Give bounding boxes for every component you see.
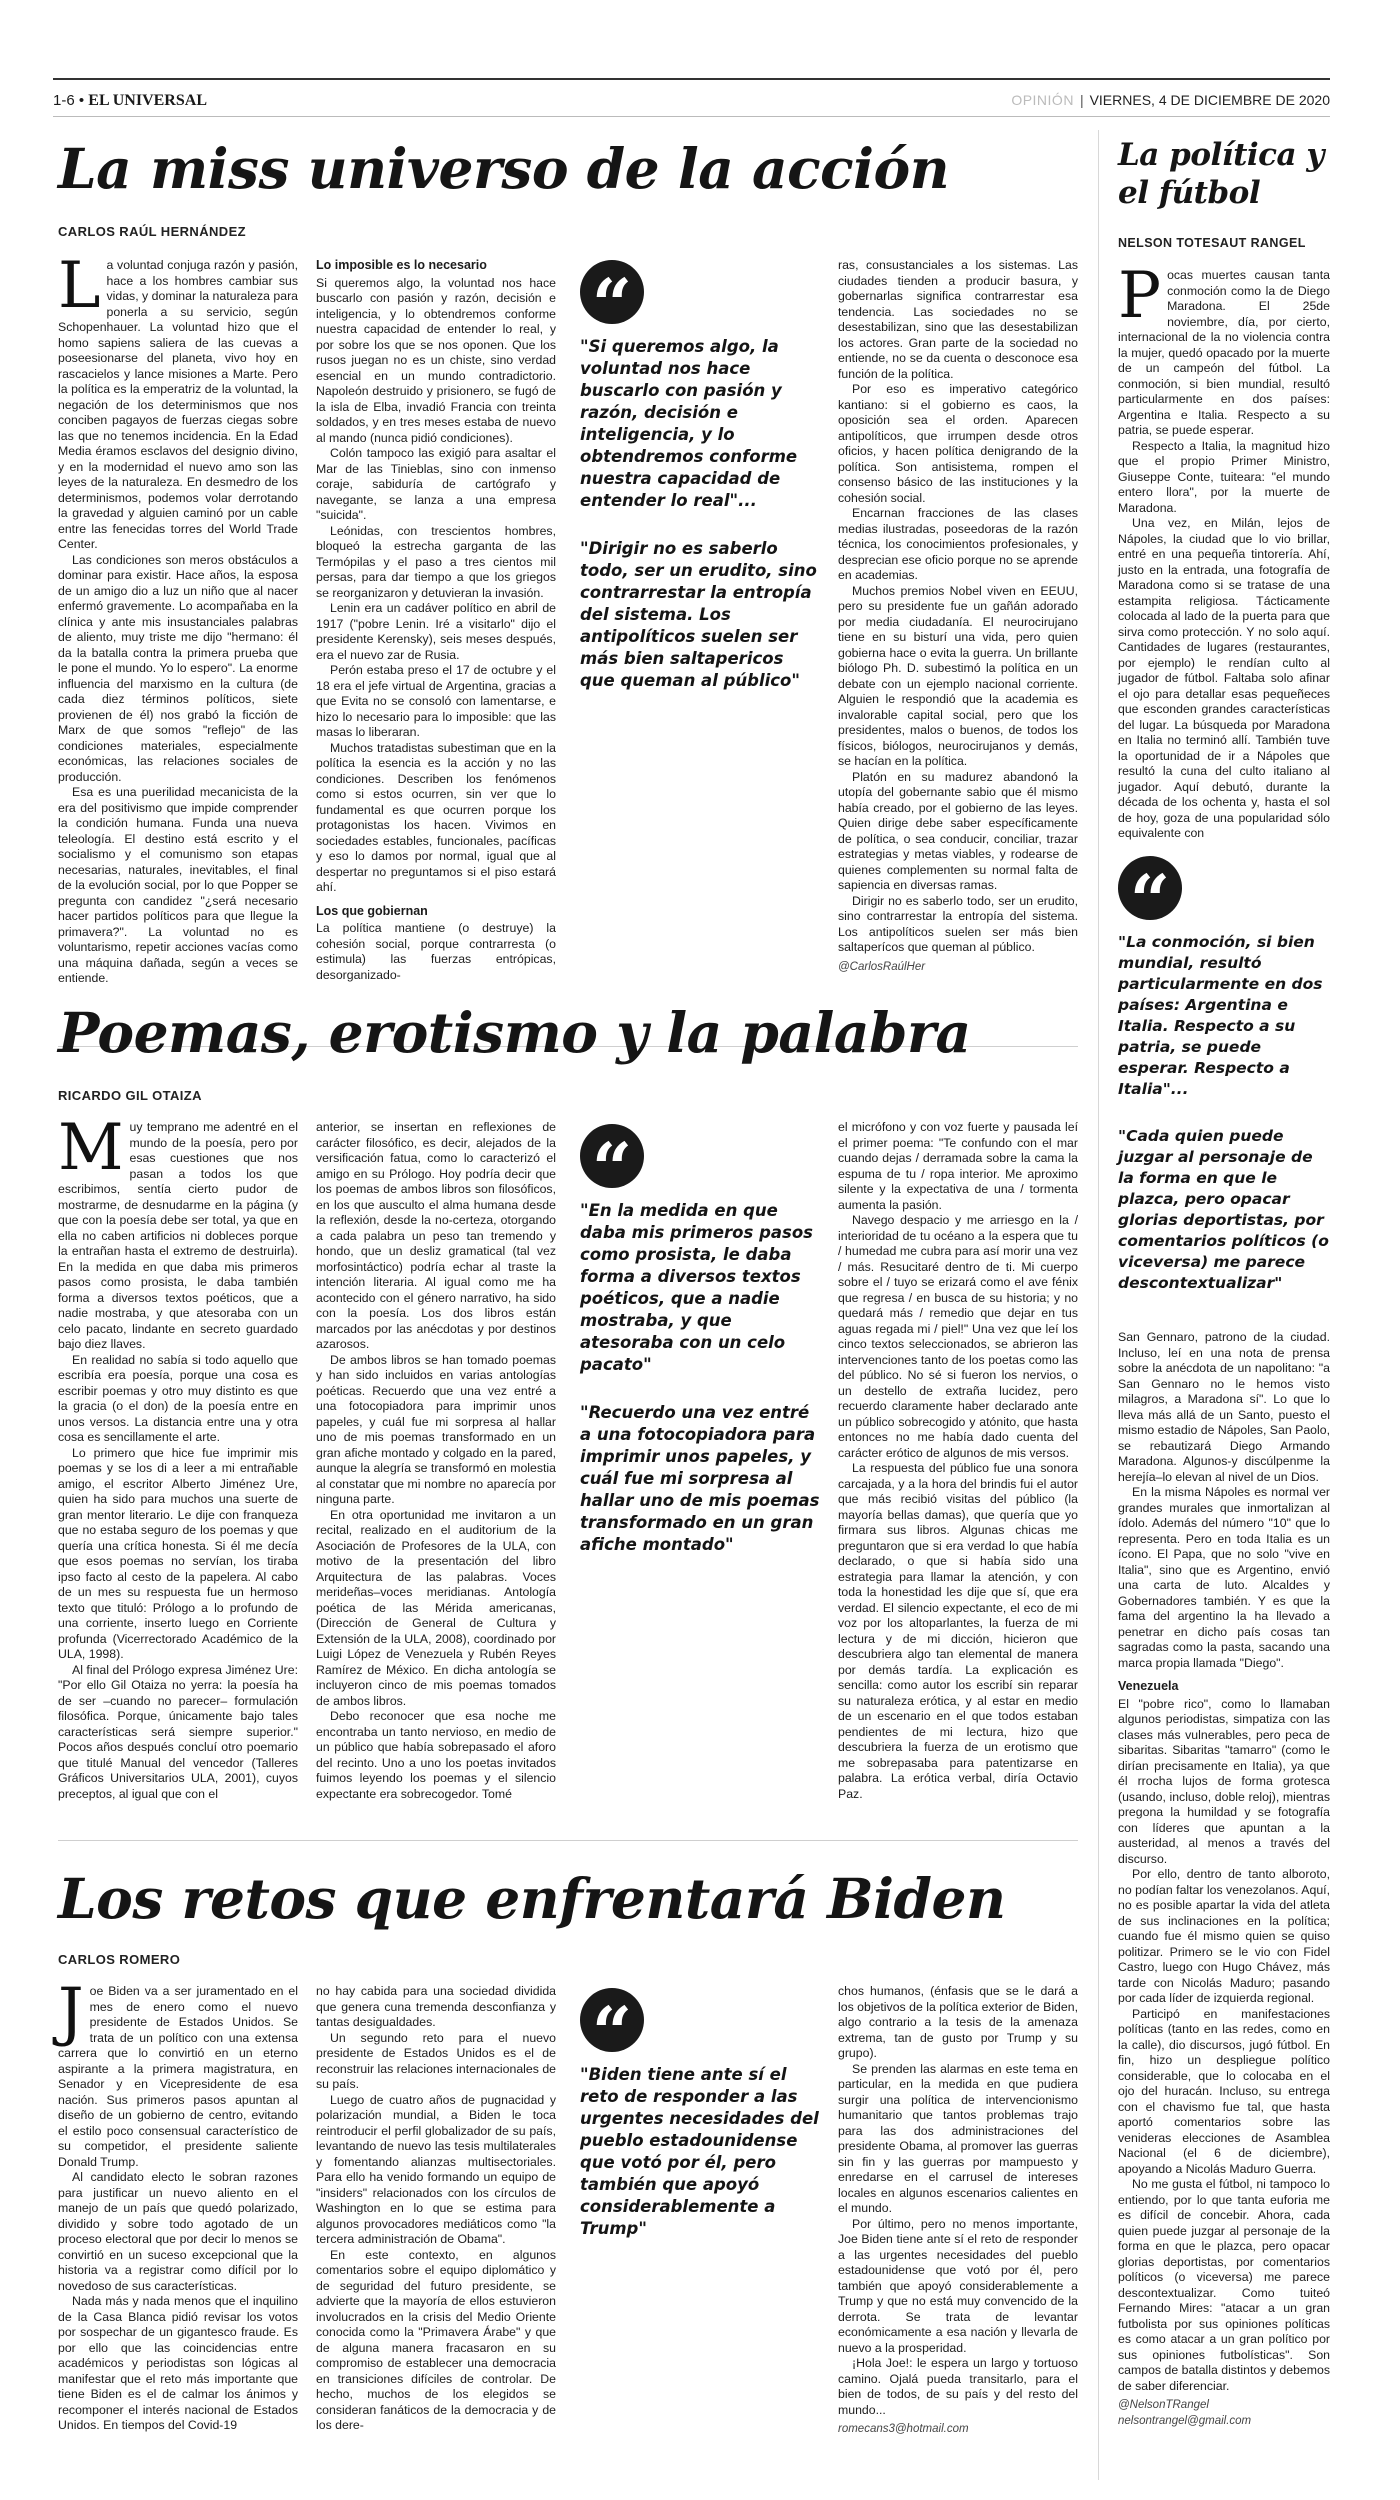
paragraph: ras, consustanciales a los sistemas. Las ciudades tienden a producir basura, y gobernarlas significa contrarrestar esa tendencia. Las sociedades no se desestabilizan, sino que las desestabilizan los actores. Gran parte de la sociedad no entiende, no se da cuenta o desconoce esa función de la política. xyxy=(838,258,1078,381)
pullquote: "Cada quien puede juzgar al personaje de la forma en que le plazca, pero opacar glorias deportistas, por comentarios políticos (o viceversa) me parece descontextualizar" xyxy=(1118,1126,1329,1292)
paragraph: Las condiciones son meros obstáculos a dominar para existir. Hace años, la esposa de un amigo dio a luz un niño que al nacer enfermó gravemente. Lo acompañaba en la clínica y ante mis insustanciales palabras de aliento, muy triste me dijo "hermano: él da la batalla contra la primera prueba que le pone el mundo. Yo lo espero". La enorme influencia del marxismo en la cultura (de cada diez términos políticos, siete provienen de él) nos grabó la ficción de Marx de que somos "reflejo" de las condiciones materiales, especialmente económicas, las relaciones sociales de producción. xyxy=(58,552,298,784)
pullquote: "Recuerdo una vez entré a una fotocopiadora para imprimir unos papeles, y cuál fue mi sorpresa al hallar uno de mis poemas transformado en un gran afiche montado" xyxy=(580,1403,820,1554)
sidebar-divider xyxy=(1098,130,1099,2480)
article2-column-1 xyxy=(58,1111,298,1820)
paragraph: Al candidato electo le sobran razones para justificar un nuevo aliento en el manejo de un país que quedó polarizado, dividido y sobre todo agotado de un proceso electoral que por decir lo menos se convirtió en un suceso excepcional que la historia va a registrar como difícil por lo novedoso de sus características. xyxy=(58,2170,298,2293)
article3-column-4 xyxy=(838,1984,1078,2484)
author-email: nelsontrangel@gmail.com xyxy=(1118,2414,1252,2427)
newspaper-name: EL UNIVERSAL xyxy=(88,92,207,109)
pullquote: "Si queremos algo, la voluntad nos hace buscarlo con pasión y razón, decisión e inteligencia, y lo obtendremos conforme nuestra capacidad de entender lo real"... xyxy=(580,337,798,510)
article3-author: CARLOS ROMERO xyxy=(58,1952,181,1967)
author-handle: @NelsonTRangel xyxy=(1118,2399,1209,2411)
paragraph: Luego de cuatro años de pugnacidad y polarización mundial, a Biden le toca reintroducir el perfil globalizador de su país, levantando de nuevo las tesis multilaterales y fomentando alianzas multisectoriales. Para ello ha venido formando un equipo de "insiders" relacionados con los círculos de Washington en lo que se estima para algunos provocadores mediáticos como "la tercera administración de Obama". xyxy=(316,2092,556,2246)
article2-column-2 xyxy=(316,1120,556,1820)
paragraph: el micrófono y con voz fuerte y pausada leí el primer poema: "Te confundo con el mar cuando dejas / derramada sobre la cama la espuma de tu / ropa interior. Me aproximo silente y la expectativa de una / tormenta aumenta la pasión. xyxy=(838,1120,1078,1212)
paragraph: Navego despacio y me arriesgo en la / interioridad de tu océano a la espera que tu / humedad me cubra para así morir una vez / más. Resucitaré dentro de ti. Mi cuerpo sobre el / tuyo se erizará como el ave fénix que regresa / en busca de su historia; y no quedará más / remedio que dejar en tus aguas regada mi / piel!" Una vez que leí los cinco textos seleccionados, se abrieron las intervenciones tanto de los poetas como las del público. No sé si fueron los nervios, o un destello de extraña lucidez, pero recuerdo claramente haber declarado ante un público sobrecogido y atónito, que hasta entonces no me había dado cuenta del carácter erótico de algunos de mis versos. xyxy=(838,1213,1078,1460)
section-divider xyxy=(58,1840,1078,1841)
paragraph: Muchos tratadistas subestiman que en la política la esencia es la acción y no las condiciones. Describen los fenómenos como si estos ocurren, sin ver que lo fundamental es que ocurren porque los protagonistas los hacen. Vivimos en sociedades estables, funcionales, pacíficas y eso lo damos por normal, igual que al despertar no preguntamos si el piso estará ahí. xyxy=(316,740,556,894)
header-right: OPINIÓN | VIERNES, 4 DE DICIEMBRE DE 2020 xyxy=(1011,92,1330,108)
paragraph: oe Biden va a ser juramentado en el mes de enero como el nuevo presidente de Estados Unidos. Se trata de un político con una extensa carrera que lo convirtió en un eterno aspirante a la primera magistratura, en Senador y en Vicepresidente de esa nación. Sus primeros pasos apuntan al diseño de un gobierno de centro, evitando el estilo poco consensual característico de su competidor, el presidente saliente Donald Trump. xyxy=(58,1984,298,2169)
paragraph: En la misma Nápoles es normal ver grandes murales que inmortalizan al ídolo. Además del número "10" que lo representa. Pero en toda Italia es un ícono. El Papa, que no solo "vive en Italia", sino que es Argentino, envió una carta de luto. Alcaldes y Gobernadores también. Y es que la fama del argentino la ha llevado a penetrar en dicho país cosas tan sagradas como la pasta, sacando una marca propia llamada "Diego". xyxy=(1118,1485,1330,1670)
paragraph: Encarnan fracciones de las clases medias ilustradas, poseedoras de la razón técnica, los conocimientos profesionales, y desprecian ese oficio porque no se aprende en academias. xyxy=(838,506,1078,582)
paragraph: Se prenden las alarmas en este tema en particular, en la medida en que pudiera surgir una política de intervencionismo humanitario que tantos problemas trajo para las dos administraciones del presidente Obama, al promover las guerras sin fin y las guerras por mampuesto y enredarse en el carrusel de intereses locales en algunos escenarios calientes en el mundo. xyxy=(838,2061,1078,2215)
pullquote: "En la medida en que daba mis primeros pasos como prosista, le daba forma a diversos textos poéticos, que a nadie mostraba, y que atesoraba con un celo pacato" xyxy=(580,1201,813,1374)
paragraph: a voluntad conjuga razón y pasión, hace a los hombres cambiar sus vidas, y dominar la naturaleza para ponerla a su servicio, según Schopenhauer. La voluntad hizo que el homo sapiens saliera de las cuevas a poseesionarse del planeta, vivo hoy en rascacielos y lance misiones a Marte. Pero la política es la emperatriz de la voluntad, la negación de los determinismos que nos conciben pagayos de fuerzas ciegas sobre las que no tenemos incidencia. En la Edad Media éramos esclavos del designio divino, y en la modernidad el nuevo amo son las leyes de la naturaleza. En desmedro de los determinismos, podemos volar derrotando la gravedad y alguien caminó por un cable entre las fenecidas torres del World Trade Center. xyxy=(58,258,298,551)
article1-column-2 xyxy=(316,258,556,1038)
pullquote: "La conmoción, si bien mundial, resultó particularmente en dos países: Argentina e Italia. Respecto a su patria, se puede esperar. Respecto a Italia"... xyxy=(1118,932,1323,1098)
paragraph: Por eso es imperativo categórico kantiano: si el gobierno es caos, la oposición sea el orden. Aparecen antipolíticos, que irrumpen desde otros oficios, y hacen política denigrando de la política. Son antisistema, rompen el consenso básico de las instituciones y la cohesión social. xyxy=(838,382,1078,505)
article1-column-4 xyxy=(838,258,1078,1038)
paragraph: Respecto a Italia, la magnitud hizo que el propio Primer Ministro, Giuseppe Conte, tuiteara: "el mundo entero llora", por la muerte de Maradona. xyxy=(1118,438,1330,515)
paragraph: uy temprano me adentré en el mundo de la poesía, pero por esas cuestiones que nos pasan a todos los que escribimos, sentía cierto pudor de mostrarme, de desnudarme en la página (y que con la poesía debe ser total, ya que en ella no caben artificios ni dobleces porque la entrañan hasta el extremo de destruirla). En la medida en que daba mis primeros pasos como prosista, le daba también forma a diversos textos poéticos, que a nadie mostraba, y que atesoraba con un celo pacato, lindante en secreto guardado bajo diez llaves. xyxy=(58,1120,298,1351)
article1-title: La miss universo de la acción xyxy=(58,136,950,201)
article1-author: CARLOS RAÚL HERNÁNDEZ xyxy=(58,224,246,239)
sidebar-title: La política y el fútbol xyxy=(1118,137,1324,211)
paragraph: San Gennaro, patrono de la ciudad. Incluso, leí en una nota de prensa sobre la anécdota de un napolitano: "a San Gennaro no le hemos visto milagros, a Maradona sí". Lo que lo lleva más allá de un Santo, puesto el mismo estadio de Nápoles, San Paolo, se rebautizará Diego Armando Maradona. Algunos-y discúlpenme la herejía–lo elevan al nivel de un Dios. xyxy=(1118,1330,1330,1484)
header-left: 1-6 • EL UNIVERSAL xyxy=(53,92,207,109)
paragraph: Al final del Prólogo expresa Jiménez Ure: "Por ello Gil Otaiza no yerra: la poesía ha de ser –cuando no parecer– formulación filosófica. Porque, únicamente bajo tales características será siempre superior." Pocos años después concluí otro poemario que titulé Manual del vencedor (Talleres Gráficos Universitarios ULA, 2001), cuyos preceptos, al igual que con el xyxy=(58,1662,298,1801)
paragraph: anterior, se insertan en reflexiones de carácter filosófico, es decir, alejados de la versificación fatua, como lo caracterizó el amigo en su Prólogo. Hoy podría decir que los poemas de ambos libros son filosóficos, en los que ausculto el alma humana desde la reflexión, desde la no-certeza, otorgando a cada palabra un peso tan tremendo y hondo, que un desliz gramatical (tal vez morfosintáctico) podría echar al traste la intención literaria. Al igual como me ha acontecido con el género narrativo, ha sido con la poesía. Los dos libros están marcados por las anécdotas y por destinos azarosos. xyxy=(316,1120,556,1351)
author-handle: @CarlosRaúlHer xyxy=(838,960,926,973)
paragraph: Una vez, en Milán, lejos de Nápoles, la ciudad que lo vio brillar, entré en una pequeña tintorería. Ahí, justo en la entrada, una fotografía de Maradona como si se tratase de una estampita religiosa. Tácticamente colocada al lado de la puerta para que sirva como protección. Y no solo aquí. Cantidades de lugares (restaurantes, por ejemplo) le rendían culto al jugador de fútbol. Faltaba solo afinar el ojo para detallar esas pequeñeces que esconden grandes características del lugar. La búsqueda por Maradona en Italia no terminó allí. También tuve la oportunidad de ir a Nápoles que resultó la cuna del culto italiano al jugador. Aquí debutó, durante la década de los ochenta y, hasta el sol de hoy, goza de una popularidad sólo equivalente con xyxy=(1118,516,1330,840)
quote-mark-icon: “ xyxy=(580,260,644,324)
article2-title: Poemas, erotismo y la palabra xyxy=(58,1000,971,1065)
paragraph: Participó en manifestaciones políticas (tanto en las redes, como en la calle), dio discursos, jugó fútbol. En fin, hizo un despliegue político considerable, que lo colocaba en el ojo del huracán. Incluso, su entrega con el chavismo fue tal, que hasta aportó comentarios sobre las venideras elecciones de Asamblea Nacional (el 6 de diciembre), apoyando a Nicolás Maduro Guerra. xyxy=(1118,2006,1330,2176)
sidebar-column-bottom xyxy=(1118,1330,1330,2485)
sidebar-column-top xyxy=(1118,259,1330,1292)
paragraph: El "pobre rico", como lo llamaban algunos periodistas, simpatiza con las clases más vulnerables, pero peca de sibaritas. Sibaritas "tamarro" (como le dirían precisamente en Italia), ya que él rrocha lujos de forma grotesca (usando, incluso, doble reloj), mientras pregona la humildad y se fotografía con líderes que apuntan a la austeridad, al menos a través del discurso. xyxy=(1118,1696,1330,1866)
article2-dropcap: M xyxy=(58,1111,124,1185)
paragraph: La política mantiene (o destruye) la cohesión social, porque contrarresta (o estimula) las fuerzas entrópicas, desorganizado- xyxy=(316,921,556,982)
article1-dropcap: L xyxy=(58,249,101,323)
paragraph: Por ello, dentro de tanto alboroto, no podían faltar los venezolanos. Aquí, no es posible apartar la vida del atleta de sus inclinaciones en la política; cuando fue él mismo quien se quiso politizar. Primero se le vio con Fidel Castro, luego con Hugo Chávez, más tarde con Nicolás Maduro; pasando por cada líder de izquierda regional. xyxy=(1118,1867,1330,2005)
quote-mark-icon: “ xyxy=(580,1988,644,2052)
pullquote: "Dirigir no es saberlo todo, ser un erudito, sino contrarrestar la entropía del sistema. Los antipolíticos suelen ser más bien saltapericos que queman al público" xyxy=(580,539,817,690)
paragraph: De ambos libros se han tomado poemas y han sido incluidos en varias antologías poéticas. Recuerdo que una vez entré a una fotocopiadora para imprimir unos papeles, y cuál fue mi sorpresa al hallar uno de mis poemas transformado en un gran afiche montado y colgado en la pared, aunque la alegría se transformó en molestia al constatar que mi nombre no aparecía por ninguna parte. xyxy=(316,1352,556,1506)
header-rule xyxy=(53,116,1330,117)
paragraph: Por último, pero no menos importante, Joe Biden tiene ante sí el reto de responder a las urgentes necesidades del pueblo estadounidense que votó por él, pero también que apoyó considerablemente a Trump y que no está muy convencido de la derrota. Se trata de levantar económicamente a esa nación y llevarla de nuevo a la prosperidad. xyxy=(838,2216,1078,2355)
article2-author: RICARDO GIL OTAIZA xyxy=(58,1088,202,1103)
paragraph: ocas muertes causan tanta conmoción como la de Diego Maradona. El 25de noviembre, día, por cierto, internacional de la no violencia contra la mujer, quedó opacado por la muerte de un campeón del fútbol. La conmoción, si bien mundial, resultó particularmente en dos países: Argentina e Italia. Respecto a su patria, se puede esperar. xyxy=(1118,268,1330,437)
paragraph: Platón en su madurez abandonó la utopía del gobernante sabio que él mismo había creado, por el gobierno de las leyes. Quien dirige debe saber específicamente de política, o sea conducir, conciliar, trazar estrategias y metas viables, y rodearse de quienes complementen su normal falta de sapiencia en diversas ramas. xyxy=(838,769,1078,892)
paragraph: Esa es una puerilidad mecanicista de la era del positivismo que impide comprender la condición humana. Funda una nueva teleología. El destino está escrito y el socialismo y el comunismo son etapas necesarias, naturales, inevitables, el final de la evolución social, por lo que Popper se pregunta con candidez "¿será necesario hacer partidos políticos para que llegue la primavera?". La voluntad no es voluntarismo, repetir acciones vacías como una máquina dañada, según a veces se entiende. xyxy=(58,785,298,985)
sidebar-author: NELSON TOTESAUT RANGEL xyxy=(1118,236,1306,250)
paragraph: Lo primero que hice fue imprimir mis poemas y se los di a leer a mi entrañable amigo, el escritor Alberto Jiménez Ure, quien ha sido para muchos una suerte de gran mentor literario. Le dije con franqueza que no estaba seguro de los poemas y que quería una crítica honesta. Si él me decía que esos poemas no servían, los tiraba ipso facto al cesto de la papelera. Al cabo de un mes su respuesta fue un hermoso texto que tituló: Prólogo a lo profundo de una corriente, inserto luego en Corriente profunda (Vicerrectorado Académico de la ULA, 1998). xyxy=(58,1445,298,1661)
paragraph: La respuesta del público fue una sonora carcajada, y a la hora del brindis fui el autor que más recibió visitas del público (la mayoría bellas damas), que quería que yo firmara sus libros. Algunas chicas me preguntaron que si era verdad lo que había declarado, o que si había sido una estrategia para llamar la atención, y con toda la honestidad les dije que sí, que era verdad. El silencio expectante, el eco de mi voz por los altoparlantes, la fuerza de mi lectura y de mi dicción, hicieron que descubriera algo tan elemental de manera por demás tardía. La explicación es sencilla: como autor los escribí sin reparar su naturaleza erótica, y al estar en medio de un escenario en el que todos estaban pendientes de mi lectura, hizo que descubriera la fuerza de un erotismo que me sobrepasaba para patentizarse en palabra. La erótica verbal, diría Octavio Paz. xyxy=(838,1461,1078,1801)
sidebar-dropcap: P xyxy=(1118,259,1162,333)
paragraph: chos humanos, (énfasis que se le dará a los objetivos de la política exterior de Biden, algo contrario a la tesis de la amenaza extrema, tan de gusto por Trump y su grupo). xyxy=(838,1984,1078,2060)
paragraph: Leónidas, con trescientos hombres, bloqueó la estrecha garganta de las Termópilas y el paso a tres cientos mil persas, para dar tiempo a que los griegos se reorganizaron y detuvieran la invasión. xyxy=(316,523,556,600)
article1-column-1 xyxy=(58,249,298,1038)
paragraph: Un segundo reto para el nuevo presidente de Estados Unidos es el de reconstruir las relaciones internacionales de su país. xyxy=(316,2030,556,2091)
subheading: Venezuela xyxy=(1118,1679,1179,1693)
paragraph: Nada más y nada menos que el inquilino de la Casa Blanca pidió revisar los votos por sospechar de un gigantesco fraude. Es por ello que las coincidencias entre académicos y periodistas son lógicas al manifestar que el reto más importante que tiene Biden es el de calmar los ánimos y recomponer el interés nacional de Estados Unidos. En tiempos del Covid-19 xyxy=(58,2294,298,2432)
article2-column-4 xyxy=(838,1120,1078,1820)
page-header xyxy=(53,78,1330,114)
paragraph: ¡Hola Joe!: le espera un largo y tortuoso camino. Ojalá pueda transitarlo, para el bien de todos, de su país y del resto del mundo... xyxy=(838,2356,1078,2417)
subheading: Los que gobiernan xyxy=(316,903,428,918)
paragraph: No me gusta el fútbol, ni tampoco lo entiendo, por lo que tanta euforia me es difícil de concebir. Ahora, cada quien puede juzgar al personaje de la forma en que le plazca, pero opacar glorias deportistas, por comentarios políticos (o viceversa) me parece descontextualizar. Como tuiteó Fernando Mires: "atacar a un gran futbolista por sus opiniones políticas es como atacar a un gran político por sus opiniones futbolísticas". Son campos de batalla distintos y debemos de saber diferenciar. xyxy=(1118,2177,1330,2393)
article3-column-2 xyxy=(316,1984,556,2484)
paragraph: En realidad no sabía si todo aquello que escribía era poesía, porque una cosa es escribir poemas y otro muy distinto es que la gracia (o el don) de la poesía entre en unos versos. La distancia entre una y otra cosa es sencillamente el arte. xyxy=(58,1352,298,1444)
quote-mark-icon: “ xyxy=(580,1124,644,1188)
paragraph: Dirigir no es saberlo todo, ser un erudito, sino contrarrestar la entropía del sistema. Los antipolíticos suelen ser más bien saltaperícos que queman al público. xyxy=(838,893,1078,954)
paragraph: En este contexto, en algunos comentarios sobre el equipo diplomático y de seguridad del futuro presidente, se advierte que la mayoría de ellos estuvieron involucrados en la crisis del Medio Oriente conocida como la "Primavera Árabe" y que de alguna manera fracasaron en su compromiso de establecer una democracia en transiciones difíciles de controlar. De hecho, muchos de los elegidos se consideran fanáticos de la democracia y de los dere- xyxy=(316,2247,556,2432)
paragraph: En otra oportunidad me invitaron a un recital, realizado en el auditorium de la Asociación de Profesores de la ULA, con motivo de la presentación del libro Arquitectura de las palabras. Voces merideñas–voces meridianas. Antología poética de las Mérida americanas, (Dirección de General de Cultura y Extensión de la ULA, 2008), coordinado por Luigi López de Venezuela y Rubén Reyes Ramírez de México. En dicha antología se incluyeron cinco de mis poemas tomados de ambos libros. xyxy=(316,1507,556,1708)
subheading: Lo imposible es lo necesario xyxy=(316,258,487,272)
article3-column-1 xyxy=(58,1975,298,2484)
paragraph: no hay cabida para una sociedad dividida que genera cuna tremenda desconfianza y tantas desigualdades. xyxy=(316,1984,556,2029)
paragraph: Perón estaba preso el 17 de octubre y el 18 era el jefe virtual de Argentina, gracias a que Evita no se consoló con lamentarse, e hizo lo necesario para lo imposible: que las masas lo liberaran. xyxy=(316,663,556,739)
article2-pullquotes xyxy=(580,1124,820,1556)
pullquote: "Biden tiene ante sí el reto de responder a las urgentes necesidades del pueblo estadounidense que votó por él, pero también que apoyó considerablemente a Trump" xyxy=(580,2065,819,2238)
article3-dropcap: J xyxy=(58,1975,84,2049)
article3-pullquotes xyxy=(580,1988,820,2240)
paragraph: Colón tampoco las exigió para asaltar el Mar de las Tinieblas, sino con inmenso coraje, sabiduría de cartógrafo y navegante, se lanza a una empresa "suicida". xyxy=(316,446,556,522)
paragraph: Lenin era un cadáver político en abril de 1917 ("pobre Lenin. Iré a visitarlo" dijo el presidente Kerensky), seis meses después, era el nuevo zar de Rusia. xyxy=(316,601,556,662)
paragraph: Debo reconocer que esa noche me encontraba un tanto nervioso, en medio de un público que había sobrepasado el aforo del recinto. Uno a uno los poetas invitados fuimos leyendo los poemas y el silencio expectante era sobrecogedor. Tomé xyxy=(316,1709,556,1801)
quote-mark-icon: “ xyxy=(1118,856,1182,920)
article1-pullquotes xyxy=(580,260,820,692)
section-name: OPINIÓN xyxy=(1011,92,1074,108)
issue-date: VIERNES, 4 DE DICIEMBRE DE 2020 xyxy=(1089,92,1330,108)
author-handle: romecans3@hotmail.com xyxy=(838,2423,969,2435)
page-number: 1-6 xyxy=(53,92,75,109)
paragraph: Si queremos algo, la voluntad nos hace buscarlo con pasión y razón, decisión e inteligencia, y lo obtendremos conforme nuestra capacidad de entender lo real, y por sobre los que se nos oponen. Que los rusos juegan no es un chiste, sino verdad esencial en un mundo contradictorio. Napoleón destruido y prisionero, se fugó de la isla de Elba, invadió Francia con treinta soldados, y en tres meses estaba de nuevo al mando (nunca pidió condiciones). xyxy=(316,275,556,445)
paragraph: Muchos premios Nobel viven en EEUU, pero su presidente fue un gañán adorado por media ciudadanía. El neurocirujano tiene en su bisturí una vida, pero quien gobierna hace o evita la guerra. Un brillante biólogo Ph. D. subestimó la política en un debate con un ejemplo nacional corriente. Alguien le respondió que la academia es invalorable capital social, pero que los presidentes, malos o buenos, de todos los físicos, biólogos, neurocirujanos y demás, se hacían en la política. xyxy=(838,583,1078,768)
article3-title: Los retos que enfrentará Biden xyxy=(58,1866,1006,1931)
